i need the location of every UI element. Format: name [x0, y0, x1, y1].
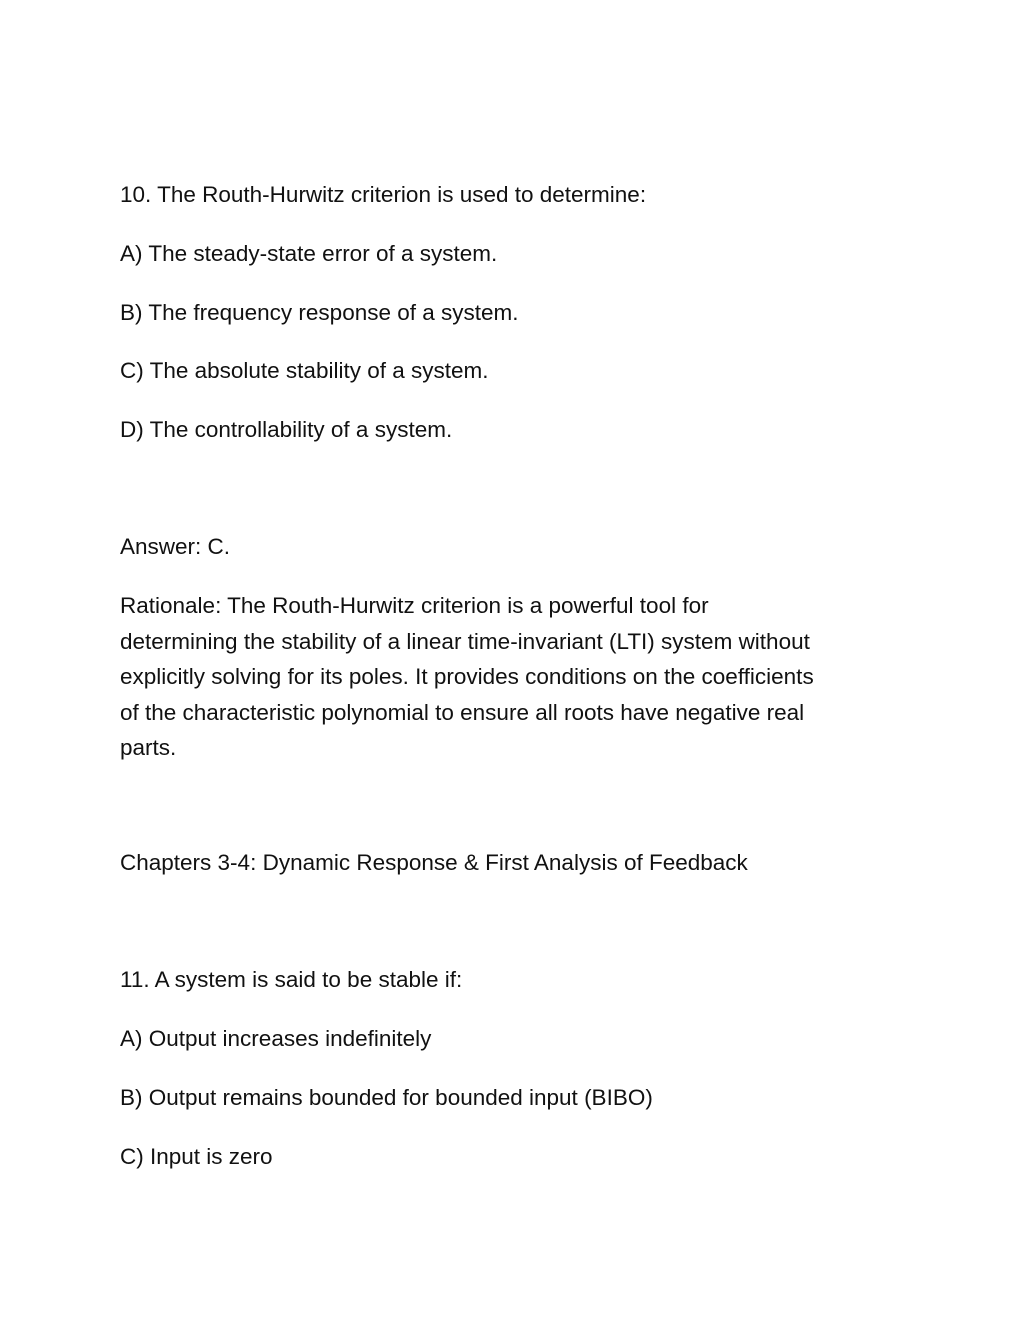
- question-11-option-c: C) Input is zero: [120, 1144, 273, 1169]
- question-10-option-a: A) The steady-state error of a system.: [120, 241, 498, 266]
- question-10-rationale: Rationale: The Routh-Hurwitz criterion is a powerful tool for determining the stability of a linear time-invariant (LTI) system without explicitly solving for its poles. It provides conditions on the coefficients of the characteristic polynomial to ensure all roots have negative real parts.: [120, 593, 814, 760]
- question-10-text: 10. The Routh-Hurwitz criterion is used to determine:: [120, 182, 647, 207]
- question-10-option-c: C) The absolute stability of a system.: [120, 358, 489, 383]
- section-heading: Chapters 3-4: Dynamic Response & First Analysis of Feedback: [120, 850, 748, 875]
- question-11-text: 11. A system is said to be stable if:: [120, 967, 463, 992]
- question-11-option-a: A) Output increases indefinitely: [120, 1026, 432, 1051]
- question-10-answer: Answer: C.: [120, 534, 231, 559]
- question-10-option-d: D) The controllability of a system.: [120, 417, 453, 442]
- question-10-option-b: B) The frequency response of a system.: [120, 300, 519, 325]
- question-11-option-b: B) Output remains bounded for bounded input (BIBO): [120, 1085, 653, 1110]
